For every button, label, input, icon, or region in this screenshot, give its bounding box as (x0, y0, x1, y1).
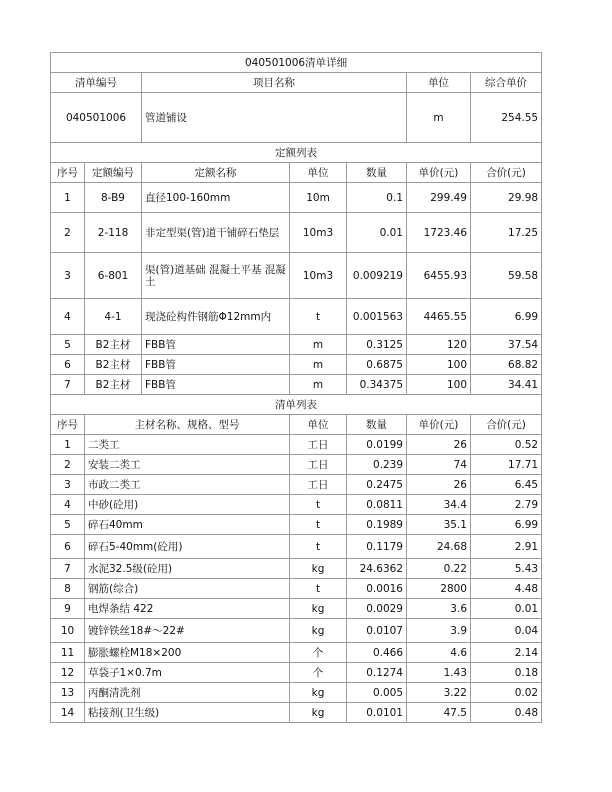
material-unit: 工日 (290, 435, 347, 455)
material-no: 13 (51, 683, 85, 703)
col-quota-code: 定额编号 (85, 163, 142, 183)
material-row (51, 643, 542, 663)
material-total: 0.48 (471, 703, 542, 723)
quota-name: 非定型渠(管)道干铺碎石垫层 (142, 213, 290, 253)
quota-unit: 10m (290, 183, 347, 213)
quota-name: 现浇砼构件钢筋Φ12mm内 (142, 299, 290, 335)
quota-total: 17.25 (471, 213, 542, 253)
material-qty: 0.0016 (347, 579, 407, 599)
quota-total: 37.54 (471, 335, 542, 355)
quota-header-row (51, 163, 542, 183)
quota-row (51, 213, 542, 253)
material-qty: 0.0029 (347, 599, 407, 619)
quota-price: 100 (407, 375, 471, 395)
table-title: 040501006清单详细 (51, 53, 542, 73)
quota-price: 1723.46 (407, 213, 471, 253)
material-qty: 0.0101 (347, 703, 407, 723)
quota-qty: 0.01 (347, 213, 407, 253)
material-total: 0.52 (471, 435, 542, 455)
quota-unit: m (290, 375, 347, 395)
material-total: 2.79 (471, 495, 542, 515)
quota-no: 6 (51, 355, 85, 375)
col-total: 合价(元) (471, 415, 542, 435)
quota-qty: 0.6875 (347, 355, 407, 375)
col-qty: 数量 (347, 415, 407, 435)
material-unit: kg (290, 683, 347, 703)
material-no: 2 (51, 455, 85, 475)
material-no: 7 (51, 559, 85, 579)
material-total: 0.02 (471, 683, 542, 703)
material-unit: 个 (290, 663, 347, 683)
quota-qty: 0.009219 (347, 253, 407, 299)
material-no: 6 (51, 535, 85, 559)
material-no: 10 (51, 619, 85, 643)
material-qty: 0.005 (347, 683, 407, 703)
material-unit: kg (290, 559, 347, 579)
material-total: 17.71 (471, 455, 542, 475)
quota-total: 29.98 (471, 183, 542, 213)
quota-no: 5 (51, 335, 85, 355)
quota-unit: 10m3 (290, 253, 347, 299)
col-no: 序号 (51, 415, 85, 435)
material-total: 2.14 (471, 643, 542, 663)
material-unit: kg (290, 599, 347, 619)
material-price: 3.9 (407, 619, 471, 643)
material-price: 24.68 (407, 535, 471, 559)
material-unit: 工日 (290, 455, 347, 475)
quota-unit: 10m3 (290, 213, 347, 253)
material-unit: t (290, 579, 347, 599)
quota-price: 4465.55 (407, 299, 471, 335)
material-price: 26 (407, 435, 471, 455)
quota-code: 4-1 (85, 299, 142, 335)
materials-section-title: 清单列表 (51, 395, 542, 415)
quota-price: 100 (407, 355, 471, 375)
quota-price: 120 (407, 335, 471, 355)
material-unit: kg (290, 703, 347, 723)
material-qty: 0.0107 (347, 619, 407, 643)
item-code: 040501006 (51, 93, 142, 143)
material-row (51, 579, 542, 599)
material-name: 草袋子1×0.7m (85, 663, 290, 683)
material-price: 1.43 (407, 663, 471, 683)
material-price: 47.5 (407, 703, 471, 723)
col-price: 单价(元) (407, 415, 471, 435)
material-name: 碎石5-40mm(砼用) (85, 535, 290, 559)
col-unit: 单位 (290, 415, 347, 435)
quota-total: 6.99 (471, 299, 542, 335)
material-name: 市政二类工 (85, 475, 290, 495)
material-total: 2.91 (471, 535, 542, 559)
material-name: 粘接剂(卫生级) (85, 703, 290, 723)
material-row (51, 535, 542, 559)
material-row (51, 703, 542, 723)
material-name: 二类工 (85, 435, 290, 455)
quota-unit: t (290, 299, 347, 335)
quota-code: B2主材 (85, 375, 142, 395)
quota-row (51, 335, 542, 355)
item-name: 管道铺设 (142, 93, 407, 143)
quota-total: 34.41 (471, 375, 542, 395)
material-total: 6.99 (471, 515, 542, 535)
quota-code: B2主材 (85, 335, 142, 355)
material-row (51, 619, 542, 643)
quota-unit: m (290, 355, 347, 375)
quota-no: 4 (51, 299, 85, 335)
material-total: 0.01 (471, 599, 542, 619)
material-name: 膨胀螺栓M18×200 (85, 643, 290, 663)
material-name: 镀锌铁丝18#～22# (85, 619, 290, 643)
quota-section-row (51, 143, 542, 163)
material-no: 4 (51, 495, 85, 515)
material-total: 5.43 (471, 559, 542, 579)
quota-row (51, 355, 542, 375)
bill-detail-table (50, 52, 542, 723)
materials-section-row (51, 395, 542, 415)
header-price: 综合单价 (471, 73, 542, 93)
quota-total: 68.82 (471, 355, 542, 375)
col-material-name: 主材名称、规格、型号 (85, 415, 290, 435)
material-price: 4.6 (407, 643, 471, 663)
quota-no: 1 (51, 183, 85, 213)
material-name: 水泥32.5级(砼用) (85, 559, 290, 579)
material-row (51, 559, 542, 579)
material-qty: 0.0199 (347, 435, 407, 455)
material-price: 34.4 (407, 495, 471, 515)
col-quota-name: 定额名称 (142, 163, 290, 183)
material-price: 2800 (407, 579, 471, 599)
quota-code: 2-118 (85, 213, 142, 253)
quota-code: 8-B9 (85, 183, 142, 213)
quota-no: 2 (51, 213, 85, 253)
material-name: 钢筋(综合) (85, 579, 290, 599)
quota-row (51, 375, 542, 395)
quota-name: FBB管 (142, 355, 290, 375)
col-price: 单价(元) (407, 163, 471, 183)
quota-name: 渠(管)道基础 混凝土平基 混凝土 (142, 253, 290, 299)
material-price: 3.22 (407, 683, 471, 703)
material-name: 电焊条结 422 (85, 599, 290, 619)
quota-row (51, 183, 542, 213)
material-name: 丙酮清洗剂 (85, 683, 290, 703)
material-no: 11 (51, 643, 85, 663)
material-price: 74 (407, 455, 471, 475)
material-no: 1 (51, 435, 85, 455)
col-no: 序号 (51, 163, 85, 183)
quota-name: 直径100-160mm (142, 183, 290, 213)
material-price: 3.6 (407, 599, 471, 619)
material-price: 0.22 (407, 559, 471, 579)
material-row (51, 475, 542, 495)
material-qty: 0.2475 (347, 475, 407, 495)
quota-price: 299.49 (407, 183, 471, 213)
material-no: 14 (51, 703, 85, 723)
material-qty: 0.239 (347, 455, 407, 475)
material-row (51, 663, 542, 683)
material-unit: kg (290, 619, 347, 643)
col-qty: 数量 (347, 163, 407, 183)
material-row (51, 683, 542, 703)
material-qty: 0.466 (347, 643, 407, 663)
material-total: 4.48 (471, 579, 542, 599)
header-name: 项目名称 (142, 73, 407, 93)
material-total: 0.04 (471, 619, 542, 643)
quota-name: FBB管 (142, 335, 290, 355)
material-name: 中砂(砼用) (85, 495, 290, 515)
quota-unit: m (290, 335, 347, 355)
item-row (51, 93, 542, 143)
item-unit: m (407, 93, 471, 143)
quota-section-title: 定额列表 (51, 143, 542, 163)
material-row (51, 599, 542, 619)
quota-no: 3 (51, 253, 85, 299)
material-unit: t (290, 535, 347, 559)
quota-qty: 0.34375 (347, 375, 407, 395)
material-qty: 0.0811 (347, 495, 407, 515)
material-total: 6.45 (471, 475, 542, 495)
material-unit: 工日 (290, 475, 347, 495)
material-no: 3 (51, 475, 85, 495)
material-name: 碎石40mm (85, 515, 290, 535)
material-no: 8 (51, 579, 85, 599)
material-row (51, 455, 542, 475)
material-unit: t (290, 495, 347, 515)
quota-code: B2主材 (85, 355, 142, 375)
quota-qty: 0.3125 (347, 335, 407, 355)
quota-row (51, 299, 542, 335)
material-qty: 24.6362 (347, 559, 407, 579)
material-unit: t (290, 515, 347, 535)
material-no: 5 (51, 515, 85, 535)
material-qty: 0.1274 (347, 663, 407, 683)
material-price: 26 (407, 475, 471, 495)
header-unit: 单位 (407, 73, 471, 93)
material-row (51, 495, 542, 515)
material-row (51, 515, 542, 535)
quota-price: 6455.93 (407, 253, 471, 299)
quota-qty: 0.1 (347, 183, 407, 213)
quota-no: 7 (51, 375, 85, 395)
quota-name: FBB管 (142, 375, 290, 395)
header-code: 清单编号 (51, 73, 142, 93)
material-no: 9 (51, 599, 85, 619)
material-total: 0.18 (471, 663, 542, 683)
col-unit: 单位 (290, 163, 347, 183)
quota-code: 6-801 (85, 253, 142, 299)
material-qty: 0.1179 (347, 535, 407, 559)
materials-header-row (51, 415, 542, 435)
material-price: 35.1 (407, 515, 471, 535)
material-row (51, 435, 542, 455)
quota-row (51, 253, 542, 299)
item-price: 254.55 (471, 93, 542, 143)
col-total: 合价(元) (471, 163, 542, 183)
material-name: 安装二类工 (85, 455, 290, 475)
quota-total: 59.58 (471, 253, 542, 299)
quota-qty: 0.001563 (347, 299, 407, 335)
material-qty: 0.1989 (347, 515, 407, 535)
material-unit: 个 (290, 643, 347, 663)
material-no: 12 (51, 663, 85, 683)
